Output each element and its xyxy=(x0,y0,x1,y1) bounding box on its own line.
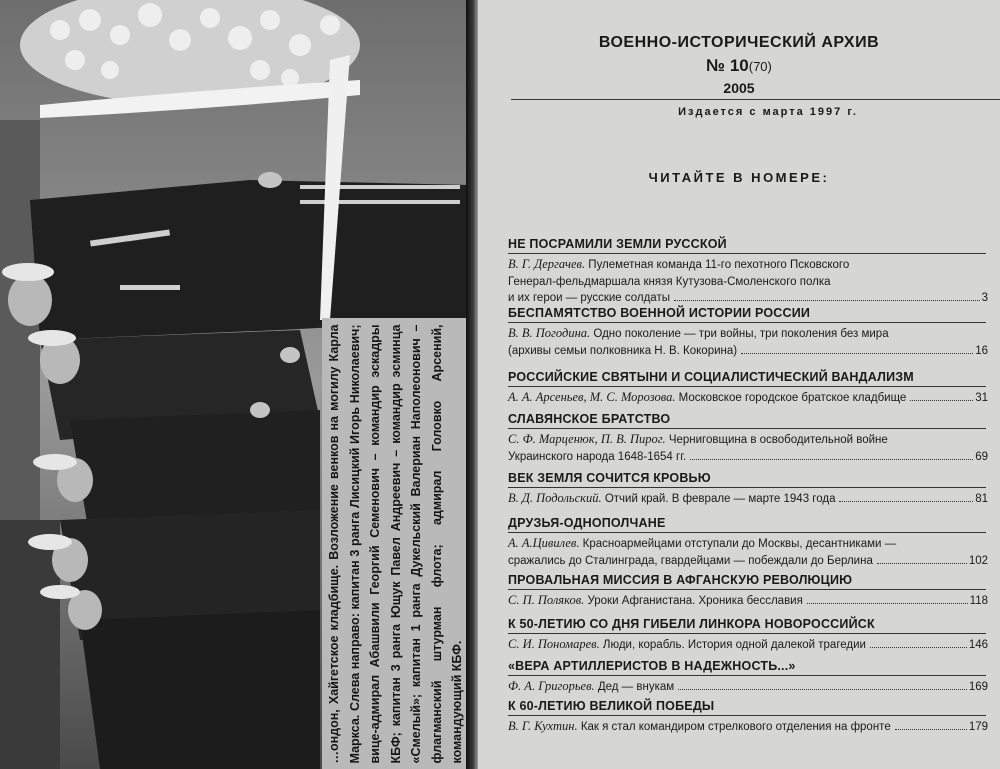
leader-dots xyxy=(895,729,967,730)
page-number: 69 xyxy=(975,450,988,463)
leader-dots xyxy=(877,563,967,564)
section-rule xyxy=(508,715,986,716)
article-title-text: Уроки Афганистана. Хроника бесславия xyxy=(587,595,803,607)
page-number: 31 xyxy=(975,392,988,404)
toc-article xyxy=(508,256,988,307)
article-title-text: (архивы семьи полковника Н. В. Кокорина) xyxy=(508,344,738,357)
journal-title: ВОЕННО-ИСТОРИЧЕСКИЙ АРХИВ xyxy=(598,34,880,51)
article-last-line xyxy=(508,718,988,736)
article-title-text: Пулеметная команда 11-го пехотного Псковского xyxy=(588,259,850,271)
section-rule xyxy=(508,633,986,634)
page-number: 81 xyxy=(975,493,988,505)
toc-section-heading: ДРУЗЬЯ-ОДНОПОЛЧАНЕ xyxy=(508,516,666,530)
article-title-text: Дед — внукам xyxy=(597,681,675,693)
page-number: 169 xyxy=(968,681,988,693)
article-title-end xyxy=(508,449,686,466)
toc-section-heading: РОССИЙСКИЕ СВЯТЫНИ И СОЦИАЛИСТИЧЕСКИЙ ВАНДАЛИЗМ xyxy=(508,370,914,384)
article-title-end xyxy=(508,343,737,360)
toc-section-heading: БЕСПАМЯТСТВО ВОЕННОЙ ИСТОРИИ РОССИИ xyxy=(508,306,811,320)
contents-heading: ЧИТАЙТЕ В НОМЕРЕ: xyxy=(648,170,830,185)
article-title-text: и их герои — русские солдаты xyxy=(508,292,670,304)
article-author: В. В. Погодина. xyxy=(508,326,591,340)
article-title-end xyxy=(508,636,866,654)
article-last-line xyxy=(508,592,988,610)
article-title-end xyxy=(508,678,674,696)
issue-total-number: (70) xyxy=(748,59,772,74)
toc-section-heading: ПРОВАЛЬНАЯ МИССИЯ В АФГАНСКУЮ РЕВОЛЮЦИЮ xyxy=(508,573,853,587)
toc-entry[interactable] xyxy=(508,616,988,654)
issue-number xyxy=(478,56,1000,76)
article-author: В. Д. Подольский. xyxy=(508,491,602,505)
published-since: Издается с марта 1997 г. xyxy=(678,106,858,118)
article-title-line xyxy=(508,274,988,291)
section-rule xyxy=(508,253,986,254)
left-page-photo-spread xyxy=(0,0,472,769)
article-title-text: сражались до Сталинграда, гвардейцами — побеждали до Берлина xyxy=(508,554,873,567)
article-last-line xyxy=(508,636,988,654)
toc-entry[interactable] xyxy=(508,236,988,307)
article-title-end xyxy=(508,718,891,736)
article-title-text: Украинского народа 1648-1654 гг. xyxy=(508,450,687,463)
section-rule xyxy=(508,322,986,323)
toc-article xyxy=(508,592,988,610)
article-title-text: Отчий край. В феврале — марте 1943 года xyxy=(604,493,836,505)
toc-article xyxy=(508,535,988,569)
page-number: 146 xyxy=(968,639,988,651)
leader-dots xyxy=(690,459,973,460)
leader-dots xyxy=(807,603,968,604)
page-number: 3 xyxy=(981,292,988,304)
article-last-line xyxy=(508,678,988,696)
toc-entry[interactable] xyxy=(508,658,988,696)
page-number: 16 xyxy=(975,344,988,357)
leader-dots xyxy=(839,501,973,502)
article-author: В. Г. Дергачев. xyxy=(508,257,586,271)
article-last-line xyxy=(508,449,988,466)
article-title-text: Московское городское братское кладбище xyxy=(678,392,907,404)
leader-dots xyxy=(674,300,980,301)
toc-article xyxy=(508,636,988,654)
article-last-line xyxy=(508,389,988,407)
toc-article xyxy=(508,678,988,696)
toc-entry[interactable] xyxy=(508,515,988,569)
toc-entry[interactable] xyxy=(508,369,988,407)
article-title-text: Красноармейцами отступали до Москвы, десантниками — xyxy=(582,538,897,550)
article-title-text: Генерал-фельдмаршала князя Кутузова-Смоленского полка xyxy=(508,275,831,288)
article-title-line xyxy=(508,431,988,449)
toc-article xyxy=(508,325,988,359)
section-rule xyxy=(508,589,986,590)
toc-article xyxy=(508,389,988,407)
article-author: С. И. Пономарев. xyxy=(508,637,600,651)
article-title-line xyxy=(508,325,988,343)
contents-page xyxy=(478,0,1000,769)
leader-dots xyxy=(910,400,973,401)
issue-number-main: № 10 xyxy=(706,56,749,75)
article-author: А. А.Цивилев. xyxy=(508,536,580,550)
leader-dots xyxy=(741,353,973,354)
page-number: 179 xyxy=(968,721,988,733)
toc-section-heading: СЛАВЯНСКОЕ БРАТСТВО xyxy=(508,412,671,426)
toc-entry[interactable] xyxy=(508,411,988,465)
toc-section-heading: ВЕК ЗЕМЛЯ СОЧИТСЯ КРОВЬЮ xyxy=(508,471,711,485)
toc-entry[interactable] xyxy=(508,470,988,508)
toc-entry[interactable] xyxy=(508,698,988,736)
article-title-line xyxy=(508,256,988,274)
page-number: 118 xyxy=(969,595,988,607)
article-last-line xyxy=(508,490,988,508)
article-last-line xyxy=(508,343,988,360)
leader-dots xyxy=(678,689,967,690)
photo-caption-box xyxy=(322,318,470,769)
article-title-end xyxy=(508,553,873,570)
toc-section-heading: К 60-ЛЕТИЮ ВЕЛИКОЙ ПОБЕДЫ xyxy=(508,699,715,713)
header-divider xyxy=(511,99,1000,100)
toc-article xyxy=(508,718,988,736)
toc-entry[interactable] xyxy=(508,305,988,359)
article-author: Ф. А. Григорьев. xyxy=(508,679,595,693)
article-title-line xyxy=(508,535,988,553)
article-title-text: Как я стал командиром стрелкового отделения на фронте xyxy=(580,721,891,733)
section-rule xyxy=(508,532,986,533)
section-rule xyxy=(508,487,986,488)
leader-dots xyxy=(870,647,967,648)
article-title-text: Люди, корабль. История одной далекой трагедии xyxy=(602,639,866,651)
toc-section-heading: К 50-ЛЕТИЮ СО ДНЯ ГИБЕЛИ ЛИНКОРА НОВОРОССИЙСК xyxy=(508,617,875,631)
article-author: С. П. Поляков. xyxy=(508,593,585,607)
issue-year: 2005 xyxy=(723,80,755,96)
section-rule xyxy=(508,428,986,429)
article-title-text: Одно поколение — три войны, три поколения без мира xyxy=(593,328,889,340)
photo-caption: …ондон, Хайгетское кладбище. Возложение венков на могилу Карла Маркса. Слева направо: капитан 3 ранга Лисицкий Игорь Николаевич; вице-адмирал Абашвили Георгий Семенович – командир эскадры КБФ; капитан 3 ранга Ющук Павел Андреевич – командир эсминца «Смелый»; капитан 1 ранга Дукельский Валериан Наполеонович – флагманский штурман флота; адмирал Головко Арсений, командующий КБФ. xyxy=(327,324,464,763)
toc-article xyxy=(508,490,988,508)
section-rule xyxy=(508,386,986,387)
article-last-line xyxy=(508,553,988,570)
article-title-end xyxy=(508,592,803,610)
toc-section-heading: НЕ ПОСРАМИЛИ ЗЕМЛИ РУССКОЙ xyxy=(508,237,727,251)
toc-article xyxy=(508,431,988,465)
article-author: А. А. Арсеньев, М. С. Морозова. xyxy=(508,390,676,404)
article-author: В. Г. Кухтин. xyxy=(508,719,578,733)
article-author: С. Ф. Марценюк, П. В. Пирог. xyxy=(508,432,666,446)
toc-entry[interactable] xyxy=(508,572,988,610)
section-rule xyxy=(508,675,986,676)
page-number: 102 xyxy=(968,554,988,567)
article-title-text: Черниговщина в освободительной войне xyxy=(668,434,888,446)
toc-section-heading: «ВЕРА АРТИЛЛЕРИСТОВ В НАДЕЖНОСТЬ...» xyxy=(508,659,796,673)
article-title-end xyxy=(508,490,835,508)
article-title-end xyxy=(508,389,906,407)
